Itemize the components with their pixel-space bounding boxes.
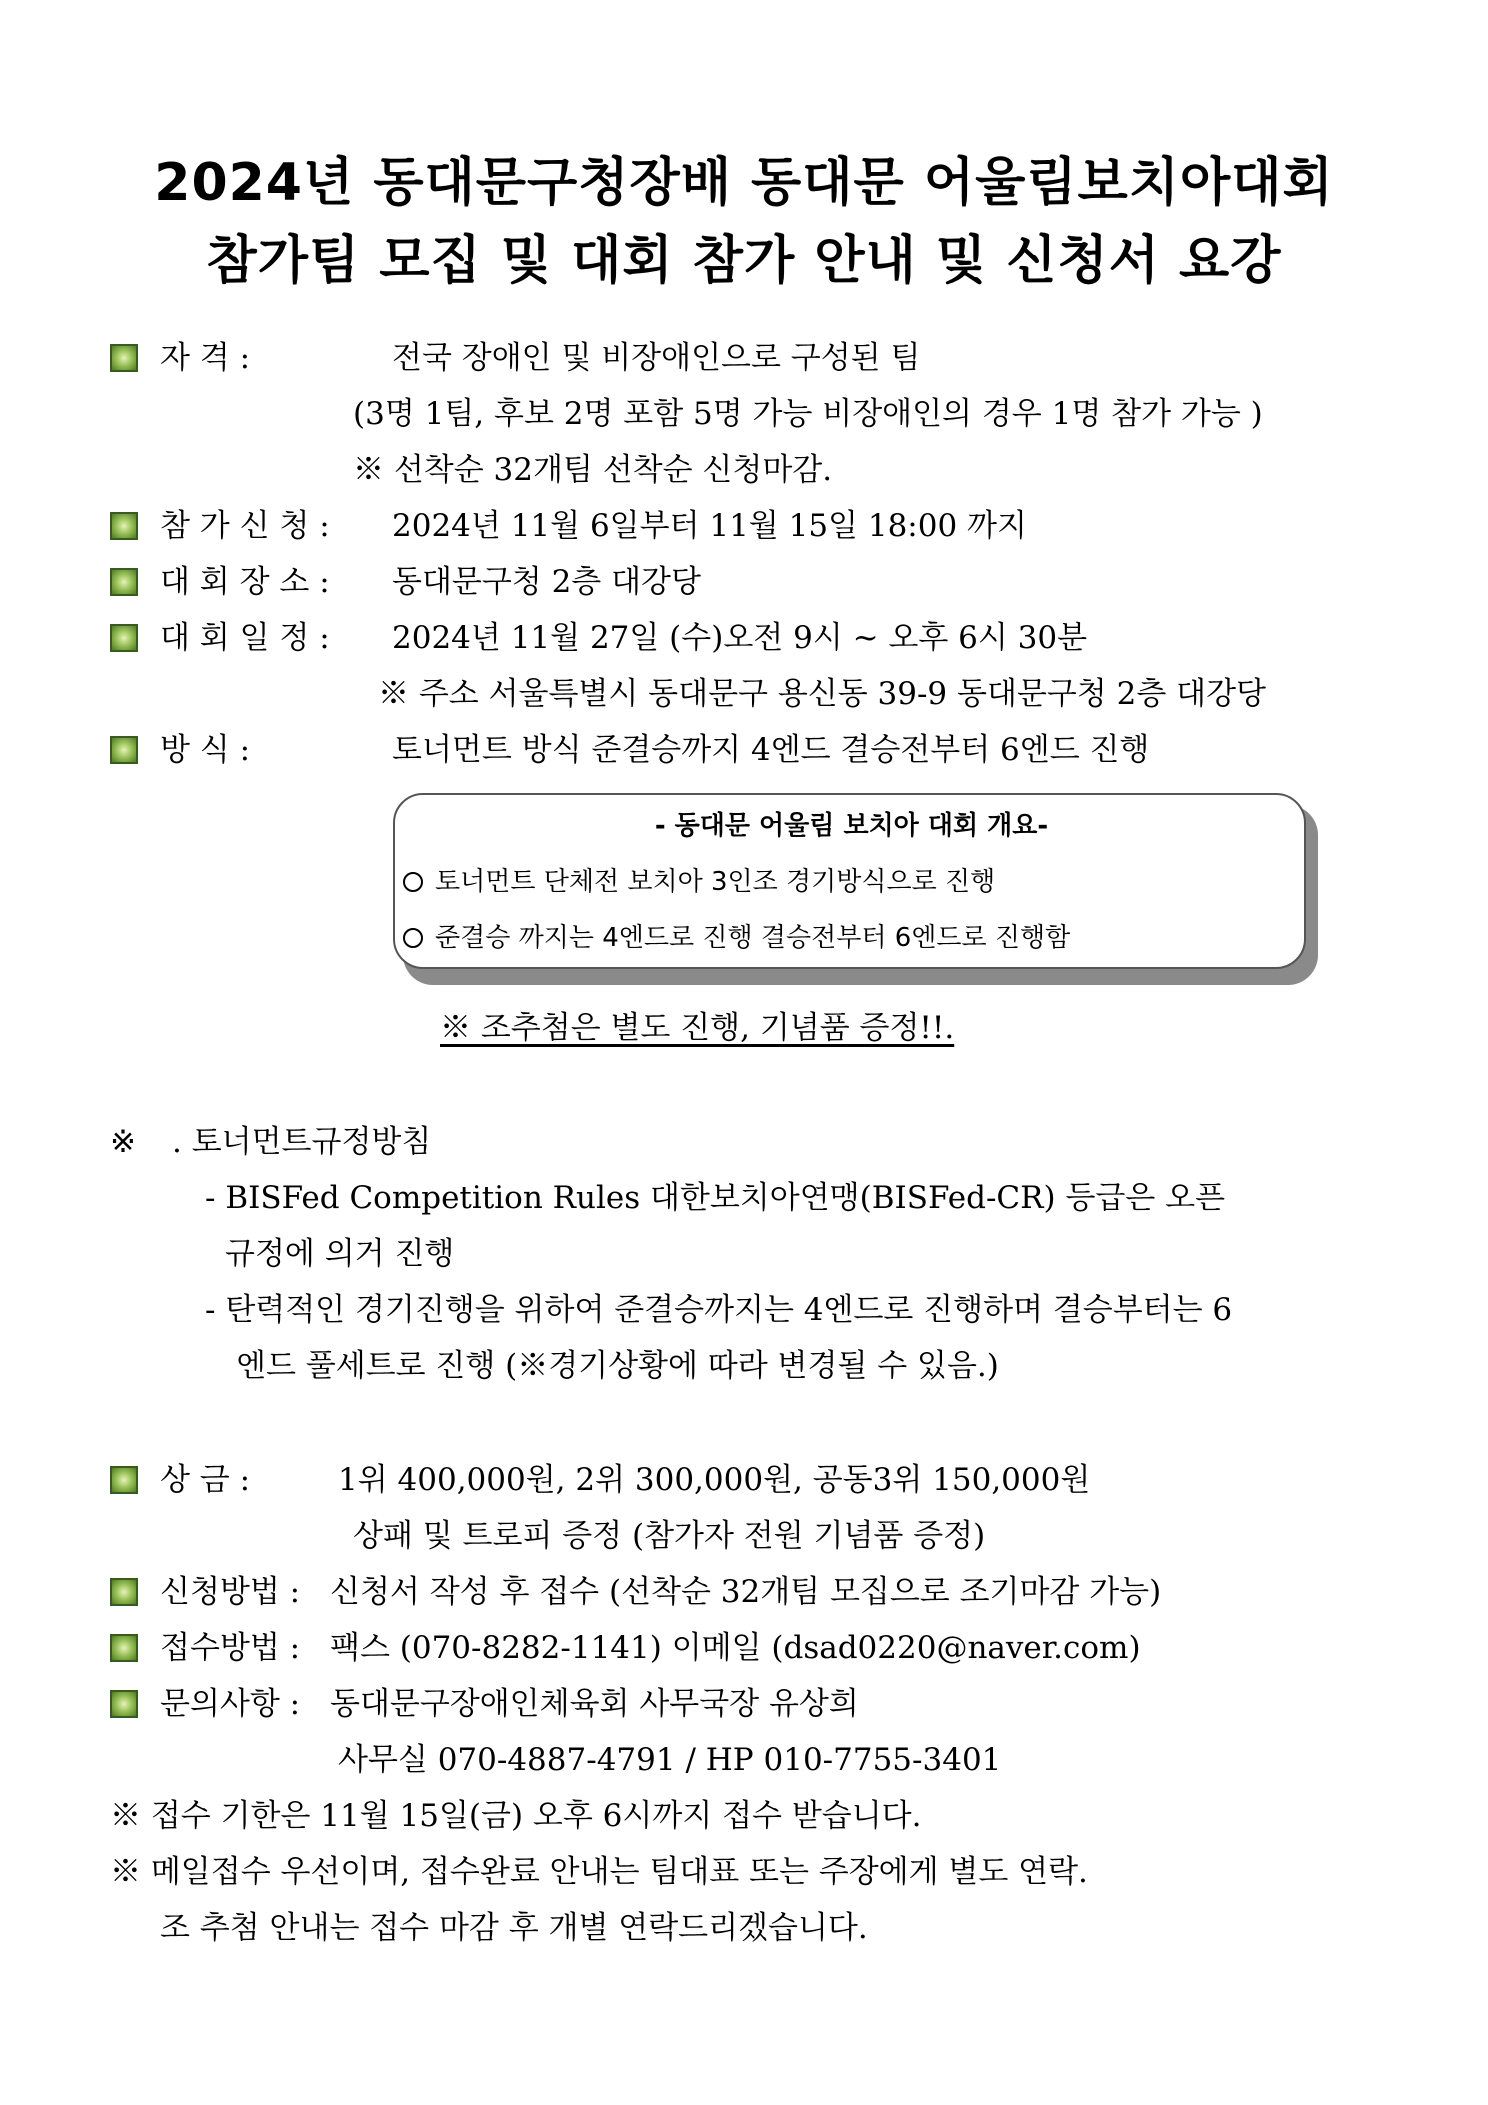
qualification-label: 자 격 : (160, 340, 251, 376)
overview-box (393, 793, 1306, 969)
green-square-bullet-icon (110, 568, 138, 596)
rules-item2-line2: 엔드 풀세트로 진행 (※경기상황에 따라 변경될 수 있음.) (236, 1348, 999, 1384)
rules-mark: ※ (110, 1124, 136, 1160)
inquiry-value: 동대문구장애인체육회 사무국장 유상희 (330, 1686, 859, 1722)
inquiry-label: 문의사항 : (160, 1686, 301, 1722)
overview-item-text: 준결승 까지는 4엔드로 진행 결승전부터 6엔드로 진행함 (435, 923, 1071, 953)
circle-bullet-icon (403, 872, 423, 892)
venue-value: 동대문구청 2층 대강당 (392, 564, 701, 600)
document-title-line1: 2024년 동대문구청장배 동대문 어울림보치아대회 (154, 153, 1334, 213)
method-label: 방 식 : (160, 732, 251, 768)
method-value: 토너먼트 방식 준결승까지 4엔드 결승전부터 6엔드 진행 (392, 732, 1150, 768)
qualification-detail: (3명 1팀, 후보 2명 포함 5명 가능 비장애인의 경우 1명 참가 가능 ) (353, 396, 1263, 432)
rules-heading: . 토너먼트규정방침 (172, 1124, 432, 1160)
application-period-value: 2024년 11월 6일부터 11월 15일 18:00 까지 (392, 508, 1027, 544)
rules-item2-line1: - 탄력적인 경기진행을 위하여 준결승까지는 4엔드로 진행하며 결승부터는 6 (205, 1292, 1233, 1328)
prize-label: 상 금 : (160, 1462, 251, 1498)
how-to-apply-label: 신청방법 : (160, 1574, 301, 1610)
green-square-bullet-icon (110, 1466, 138, 1494)
circle-bullet-icon (403, 928, 423, 948)
schedule-label: 대 회 일 정 : (160, 620, 330, 656)
green-square-bullet-icon (110, 512, 138, 540)
green-square-bullet-icon (110, 1634, 138, 1662)
rules-item1-line2: 규정에 의거 진행 (225, 1236, 455, 1272)
prize-extra: 상패 및 트로피 증정 (참가자 전원 기념품 증정) (353, 1518, 986, 1554)
submission-label: 접수방법 : (160, 1630, 301, 1666)
note-deadline: ※ 접수 기한은 11월 15일(금) 오후 6시까지 접수 받습니다. (110, 1798, 922, 1834)
green-square-bullet-icon (110, 1690, 138, 1718)
how-to-apply-value: 신청서 작성 후 접수 (선착순 32개팀 모집으로 조기마감 가능) (330, 1574, 1162, 1610)
schedule-address: ※ 주소 서울특별시 동대문구 용신동 39-9 동대문구청 2층 대강당 (378, 676, 1266, 712)
overview-box-title: - 동대문 어울림 보치아 대회 개요- (654, 811, 1049, 841)
overview-item-text: 토너먼트 단체전 보치아 3인조 경기방식으로 진행 (435, 867, 996, 897)
qualification-note: ※ 선착순 32개팀 선착순 신청마감. (353, 452, 833, 488)
overview-item (403, 917, 1070, 954)
application-period-label: 참 가 신 청 : (160, 508, 330, 544)
document-title-line2: 참가팀 모집 및 대회 참가 안내 및 신청서 요강 (206, 231, 1282, 291)
inquiry-contact: 사무실 070-4887-4791 / HP 010-7755-3401 (338, 1742, 1002, 1778)
submission-value: 팩스 (070-8282-1141) 이메일 (dsad0220@naver.com) (330, 1630, 1141, 1666)
green-square-bullet-icon (110, 736, 138, 764)
green-square-bullet-icon (110, 624, 138, 652)
overview-item (403, 861, 995, 898)
venue-label: 대 회 장 소 : (160, 564, 330, 600)
rules-item1-line1: - BISFed Competition Rules 대한보치아연맹(BISFed-CR) 등급은 오픈 (205, 1180, 1226, 1216)
draw-note: ※ 조추첨은 별도 진행, 기념품 증정!!. (440, 1010, 955, 1046)
note-draw-contact: 조 추첨 안내는 접수 마감 후 개별 연락드리겠습니다. (160, 1910, 868, 1946)
prize-value: 1위 400,000원, 2위 300,000원, 공동3위 150,000원 (338, 1462, 1091, 1498)
green-square-bullet-icon (110, 344, 138, 372)
schedule-value: 2024년 11월 27일 (수)오전 9시 ~ 오후 6시 30분 (392, 620, 1088, 656)
green-square-bullet-icon (110, 1578, 138, 1606)
qualification-value: 전국 장애인 및 비장애인으로 구성된 팀 (392, 340, 921, 376)
note-email-priority: ※ 메일접수 우선이며, 접수완료 안내는 팀대표 또는 주장에게 별도 연락. (110, 1854, 1088, 1890)
